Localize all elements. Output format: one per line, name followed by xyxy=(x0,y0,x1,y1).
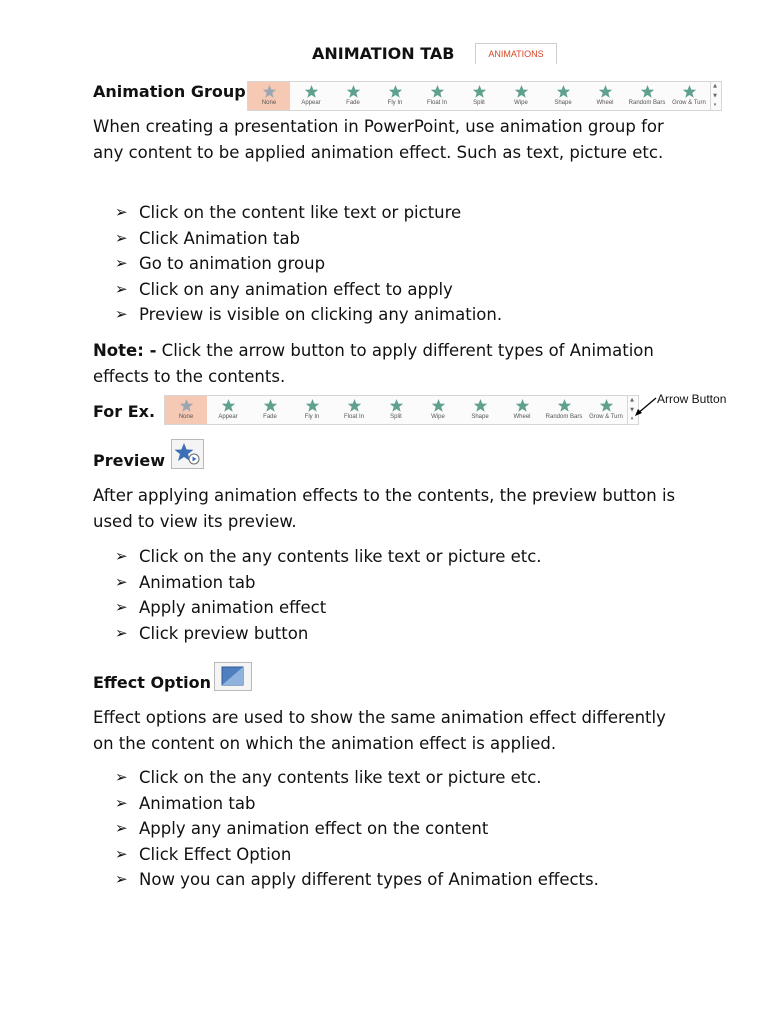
effect-option-paragraph: Effect options are used to show the same animation effect differently on the content on which the animation effect is applied. xyxy=(93,708,666,753)
note-paragraph xyxy=(93,338,683,390)
animation-effect-label: Wipe xyxy=(514,100,528,106)
animation-effect-split[interactable] xyxy=(375,396,417,424)
animation-star-icon xyxy=(347,398,362,413)
for-example-label: For Ex. xyxy=(93,402,156,421)
animation-star-icon xyxy=(515,398,530,413)
list-item: ➢ Go to animation group xyxy=(93,251,502,277)
effect-options-icon xyxy=(215,663,251,690)
animation-effect-fly-in[interactable] xyxy=(291,396,333,424)
list-item: ➢ Click on the any contents like text or picture etc. xyxy=(93,765,599,791)
animations-tab[interactable]: ANIMATIONS xyxy=(475,43,557,64)
animation-star-icon xyxy=(556,84,571,99)
animation-effect-label: Split xyxy=(390,414,402,420)
animation-effect-wheel[interactable] xyxy=(584,82,626,110)
animation-effect-wipe[interactable] xyxy=(417,396,459,424)
animation-effect-label: Wheel xyxy=(513,414,531,420)
animation-star-icon xyxy=(305,398,320,413)
arrow-bullet-icon: ➢ xyxy=(115,228,128,247)
animation-effect-label: Fade xyxy=(346,100,360,106)
arrow-bullet-icon: ➢ xyxy=(115,768,128,786)
animation-effect-appear[interactable] xyxy=(207,396,249,424)
animation-effect-label: None xyxy=(261,100,277,106)
list-item: ➢ Preview is visible on clicking any animation. xyxy=(93,302,502,328)
list-item: ➢ Click Animation tab xyxy=(93,226,502,252)
scroll-down-icon[interactable]: ▼ xyxy=(630,406,634,413)
animation-effect-label: Fly In xyxy=(304,414,320,420)
animation-effect-label: Float In xyxy=(343,414,364,420)
animation-group-heading: Animation Group xyxy=(93,82,246,101)
list-item: ➢ Click on the content like text or picture xyxy=(93,200,502,226)
animation-effect-appear[interactable] xyxy=(290,82,332,110)
animation-effect-label: Grow & Turn xyxy=(672,100,706,106)
arrow-bullet-icon: ➢ xyxy=(115,203,128,221)
list-item: ➢ Apply any animation effect on the content xyxy=(93,816,599,842)
animation-star-icon xyxy=(262,84,277,99)
animation-effect-label: Random Bars xyxy=(628,100,666,106)
animation-effect-label: Fade xyxy=(263,414,277,420)
animation-star-icon xyxy=(263,398,278,413)
animation-star-icon xyxy=(640,84,655,99)
animation-star-icon xyxy=(598,84,613,99)
list-item: ➢ Apply animation effect xyxy=(93,595,542,621)
arrow-bullet-icon: ➢ xyxy=(115,572,128,591)
animation-effect-label: Shape xyxy=(554,100,572,106)
animation-star-icon xyxy=(682,84,697,99)
list-item: ➢ Click Effect Option xyxy=(93,842,599,868)
animation-star-icon xyxy=(304,84,319,99)
preview-steps xyxy=(93,544,542,646)
animation-star-icon xyxy=(389,398,404,413)
animation-star-icon xyxy=(473,398,488,413)
animation-effect-label: None xyxy=(178,414,194,420)
animation-effect-wipe[interactable] xyxy=(500,82,542,110)
animation-effect-float-in[interactable] xyxy=(416,82,458,110)
animation-star-icon xyxy=(599,398,614,413)
animation-effect-label: Float In xyxy=(426,100,447,106)
scroll-up-icon[interactable]: ▲ xyxy=(630,397,634,403)
animation-group-steps xyxy=(93,200,502,328)
animation-effect-shape[interactable] xyxy=(542,82,584,110)
animation-group-paragraph: When creating a presentation in PowerPoint, use animation group for any content to be applied animation effect. Such as text, picture etc. xyxy=(93,117,664,162)
animation-effect-label: Random Bars xyxy=(545,414,583,420)
list-item: ➢ Now you can apply different types of Animation effects. xyxy=(93,867,599,893)
animation-effect-shape[interactable] xyxy=(459,396,501,424)
arrow-bullet-icon: ➢ xyxy=(115,844,128,863)
animation-effect-fade[interactable] xyxy=(249,396,291,424)
preview-heading: Preview xyxy=(93,451,166,470)
arrow-bullet-icon: ➢ xyxy=(115,254,128,273)
preview-paragraph: After applying animation effects to the contents, the preview button is used to view its preview. xyxy=(93,486,676,531)
animation-star-icon xyxy=(388,84,403,99)
animation-effect-float-in[interactable] xyxy=(333,396,375,424)
animation-effect-none[interactable] xyxy=(248,82,290,110)
pointer-arrow-icon xyxy=(632,396,658,418)
preview-star-icon xyxy=(172,440,203,468)
animation-star-icon xyxy=(430,84,445,99)
preview-button[interactable] xyxy=(171,439,204,469)
more-icon[interactable]: ▾ xyxy=(630,416,634,422)
animation-effect-none[interactable] xyxy=(165,396,207,424)
arrow-bullet-icon: ➢ xyxy=(115,623,128,642)
page-title: ANIMATION TAB xyxy=(312,44,455,63)
effect-option-heading: Effect Option xyxy=(93,673,212,692)
animation-effect-split[interactable] xyxy=(458,82,500,110)
animation-effect-label: Wheel xyxy=(596,100,614,106)
arrow-bullet-icon: ➢ xyxy=(115,870,128,889)
animation-effect-grow-turn[interactable] xyxy=(668,82,710,110)
list-item: ➢ Animation tab xyxy=(93,570,542,596)
scroll-down-icon[interactable]: ▼ xyxy=(713,92,717,99)
note-text: Click the arrow button to apply different types of Animation effects to the contents. xyxy=(93,341,654,386)
animation-star-icon xyxy=(431,398,446,413)
animation-effect-label: Appear xyxy=(218,414,238,420)
animation-effect-label: Fly In xyxy=(387,100,403,106)
animation-gallery[interactable] xyxy=(247,81,722,111)
animation-star-icon xyxy=(179,398,194,413)
animation-effect-label: Shape xyxy=(471,414,489,420)
list-item: ➢ Click on the any contents like text or picture etc. xyxy=(93,544,542,570)
animation-star-icon xyxy=(346,84,361,99)
animation-effect-fly-in[interactable] xyxy=(374,82,416,110)
list-item: ➢ Animation tab xyxy=(93,791,599,817)
note-label: Note: - xyxy=(93,341,157,360)
list-item: ➢ Click on any animation effect to apply xyxy=(93,277,502,303)
arrow-bullet-icon: ➢ xyxy=(115,547,128,565)
animation-star-icon xyxy=(514,84,529,99)
animation-star-icon xyxy=(557,398,572,413)
animation-effect-grow-turn[interactable] xyxy=(585,396,627,424)
animation-effect-fade[interactable] xyxy=(332,82,374,110)
more-icon[interactable]: ▾ xyxy=(713,102,717,108)
effect-option-button[interactable] xyxy=(214,662,252,691)
animation-effect-label: Grow & Turn xyxy=(589,414,623,420)
animation-star-icon xyxy=(221,398,236,413)
effect-option-steps xyxy=(93,765,599,893)
animation-effect-label: Appear xyxy=(301,100,321,106)
arrow-bullet-icon: ➢ xyxy=(115,279,128,298)
scroll-up-icon[interactable]: ▲ xyxy=(713,83,717,89)
arrow-bullet-icon: ➢ xyxy=(115,793,128,812)
animation-star-icon xyxy=(472,84,487,99)
arrow-bullet-icon: ➢ xyxy=(115,598,128,617)
animation-effect-wheel[interactable] xyxy=(501,396,543,424)
animation-effect-label: Split xyxy=(473,100,485,106)
arrow-button-label: Arrow Button xyxy=(657,392,727,406)
list-item: ➢ Click preview button xyxy=(93,621,542,647)
gallery-scroll-arrows[interactable] xyxy=(710,82,719,110)
animation-effect-random-bars[interactable] xyxy=(626,82,668,110)
arrow-bullet-icon: ➢ xyxy=(115,305,128,324)
arrow-bullet-icon: ➢ xyxy=(115,819,128,838)
animation-gallery-example[interactable] xyxy=(164,395,639,425)
animation-effect-random-bars[interactable] xyxy=(543,396,585,424)
animation-effect-label: Wipe xyxy=(431,414,445,420)
